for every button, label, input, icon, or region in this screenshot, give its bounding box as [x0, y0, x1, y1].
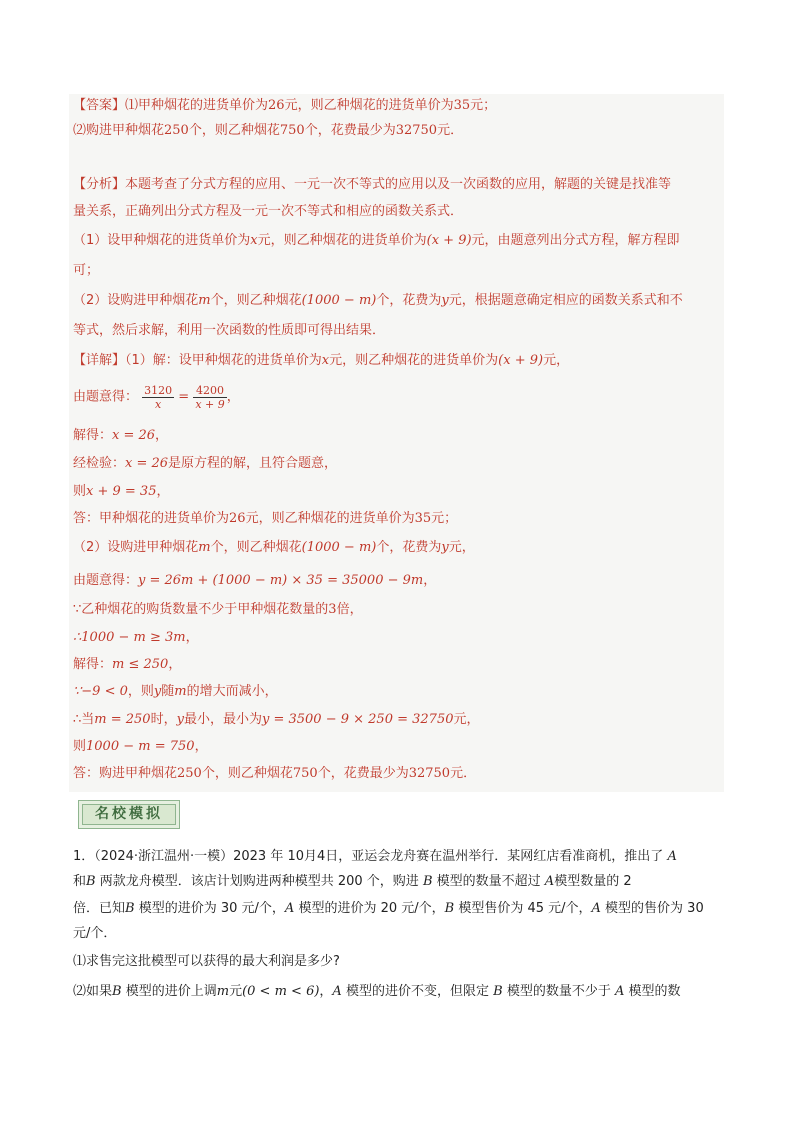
problem-line-1: 1．（2024·浙江温州·一模）2023 年 10月4日，亚运会龙舟赛在温州举行．某网红店看准商机，推出了 A	[73, 849, 677, 864]
analysis-line-3: （1）设甲种烟花的进货单价为x元，则乙种烟花的进货单价为(x + 9)元，由题意列出分式方程，解方程即	[73, 233, 680, 248]
detail-because-1: ∵乙种烟花的购货数量不少于甲种烟花数量的3倍，	[73, 602, 363, 617]
detail-solve-2: 解得：m ≤ 250，	[73, 657, 182, 672]
answer-tag: 【答案】	[73, 98, 126, 113]
fraction-right: $\frac{4200}{x + 9}$	[195, 384, 225, 411]
problem-line-3: 倍．已知B 模型的进价为 30 元/个，A 模型的进价为 20 元/个，B 模型售价为 45 元/个，A 模型的售价为 30	[73, 901, 704, 916]
answer-line-2: ⑵购进甲种烟花250个，则乙种烟花750个，花费最少为32750元．	[73, 123, 464, 138]
analysis-line-1: 【分析】本题考查了分式方程的应用、一元一次不等式的应用以及一次函数的应用，解题的关键是找准等	[73, 177, 672, 192]
problem-question-1: ⑴求售完这批模型可以获得的最大利润是多少?	[73, 954, 340, 969]
analysis-line-4: 可；	[73, 263, 100, 278]
problem-line-4: 元/个．	[73, 926, 117, 941]
detail-equation-1: 由题意得： $\frac{3120}{x}$ = $\frac{4200}{x + 9}$ ，	[73, 384, 240, 411]
answer-line-1: 【答案】⑴甲种烟花的进货单价为26元，则乙种烟花的进货单价为35元；	[73, 98, 497, 113]
analysis-line-2: 量关系，正确列出分式方程及一元一次不等式和相应的函数关系式．	[73, 204, 464, 219]
analysis-tag: 【分析】	[73, 177, 126, 192]
problem-line-2: 和B 两款龙舟模型．该店计划购进两种模型共 200 个，购进 B 模型的数量不超过 A模型数量的 2	[73, 874, 632, 889]
section-badge-label: 名校模拟	[82, 804, 176, 825]
detail-minimum: ∴当m = 250时，y最小，最小为y = 3500 − 9 × 250 = 32750元，	[73, 712, 480, 727]
detail-line-1: 【详解】（1）解：设甲种烟花的进货单价为x元，则乙种烟花的进货单价为(x + 9)元，	[73, 353, 570, 368]
detail-answer-2: 答：购进甲种烟花250个，则乙种烟花750个，花费最少为32750元．	[73, 766, 477, 781]
detail-then-2: 则1000 − m = 750，	[73, 739, 208, 754]
detail-slope: ∵−9 < 0，则y随m的增大而减小，	[73, 684, 278, 699]
detail-then-1: 则x + 9 = 35，	[73, 484, 170, 499]
detail-answer-1: 答：甲种烟花的进货单价为26元，则乙种烟花的进货单价为35元；	[73, 511, 458, 526]
fraction-left: $\frac{3120}{x}$	[144, 384, 173, 411]
detail-check: 经检验：x = 26是原方程的解，且符合题意，	[73, 456, 338, 471]
analysis-line-5: （2）设购进甲种烟花m个，则乙种烟花(1000 − m)个，花费为y元，根据题意确定相应的函数关系式和不	[73, 293, 683, 308]
problem-question-2: ⑵如果B 模型的进价上调m元(0 < m < 6)，A 模型的进价不变，但限定 B 模型的数量不少于 A 模型的数	[73, 984, 681, 999]
detail-solve-1: 解得：x = 26，	[73, 428, 169, 443]
detail-part-2: （2）设购进甲种烟花m个，则乙种烟花(1000 − m)个，花费为y元，	[73, 540, 475, 555]
detail-equation-2: 由题意得：y = 26m + (1000 − m) × 35 = 35000 − 9m，	[73, 573, 437, 588]
analysis-line-6: 等式，然后求解，利用一次函数的性质即可得出结果．	[73, 323, 386, 338]
detail-tag: 【详解】	[73, 353, 126, 368]
section-badge	[78, 800, 180, 829]
detail-inequality: ∴1000 − m ≥ 3m，	[73, 630, 199, 645]
